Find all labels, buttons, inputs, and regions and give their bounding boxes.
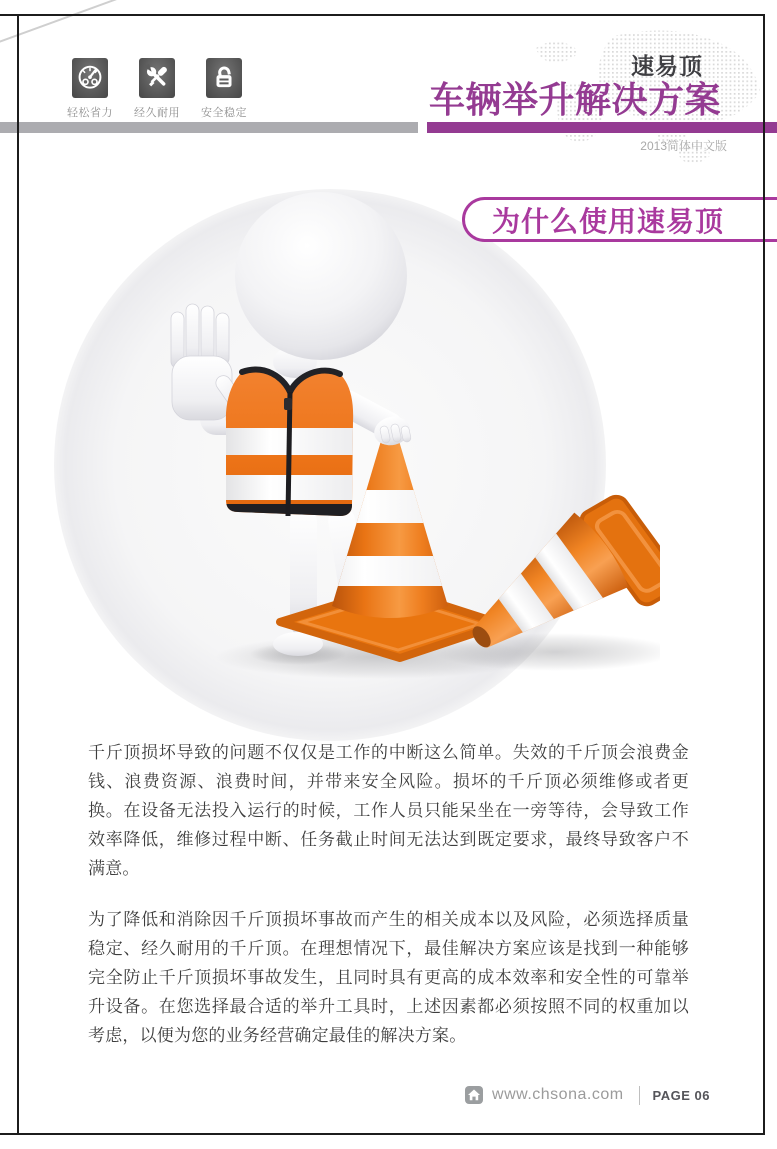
feature-label: 轻松省力 — [67, 107, 113, 119]
footer-divider — [639, 1086, 640, 1105]
page-border-bottom — [0, 1133, 765, 1135]
section-heading — [462, 197, 777, 242]
page-number: PAGE 06 — [652, 1087, 710, 1103]
tools-icon — [139, 58, 175, 98]
page-title: 车辆举升解决方案 — [428, 79, 721, 120]
feature-icon-row — [64, 58, 250, 120]
gauge-icon — [72, 58, 108, 98]
feature-label: 经久耐用 — [134, 107, 180, 119]
feature-stable — [198, 58, 250, 120]
page-border-top — [0, 14, 765, 16]
page-border-left — [17, 14, 19, 1135]
page-border-right — [763, 14, 765, 1135]
paragraph-1: 千斤顶损坏导致的问题不仅仅是工作的中断这么简单。失效的千斤顶会浪费金钱、浪费资源、浪费时间，并带来安全风险。损坏的千斤顶必须维修或者更换。在设备无法投入运行的时候，工作人员只能呆坐在一旁等待，会导致工作效率降低，维修过程中断、任务截止时间无法达到既定要求，最终导致客户不满意。 — [88, 743, 689, 878]
accent-divider-bar — [427, 122, 777, 133]
edition-label: 2013简体中文版 — [640, 139, 727, 153]
feature-label: 安全稳定 — [201, 107, 247, 119]
feature-durable — [131, 58, 183, 120]
body-copy — [88, 738, 689, 1050]
paragraph-2: 为了降低和消除因千斤顶损坏事故而产生的相关成本以及风险，必须选择质量稳定、经久耐用的千斤顶。在理想情况下，最佳解决方案应该是找到一种能够完全防止千斤顶损坏事故发生，且同时具有更高的成本效率和安全性的可靠举升设备。在您选择最合适的举升工具时，上述因素都必须按照不同的权重加以考虑，以便为您的业务经营确定最佳的解决方案。 — [88, 910, 689, 1045]
website-url: www.chsona.com — [492, 1086, 624, 1103]
lock-icon — [206, 58, 242, 98]
page-footer — [465, 1084, 710, 1106]
brand-name: 速易顶 — [631, 53, 703, 79]
gray-divider-bar — [0, 122, 418, 133]
section-title: 为什么使用速易顶 — [492, 205, 725, 237]
home-icon — [465, 1086, 483, 1104]
feature-easy — [64, 58, 116, 120]
safety-figure-illustration — [40, 160, 660, 745]
